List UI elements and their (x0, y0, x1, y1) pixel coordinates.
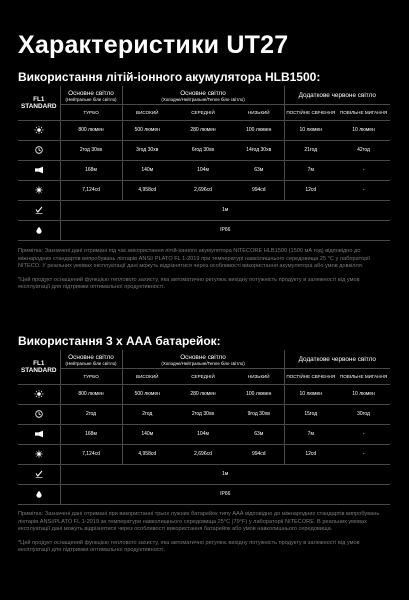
cell: 280 люмен (172, 120, 234, 140)
mode-header: ПОСТІЙНЕ СВІЧЕННЯ (284, 368, 337, 384)
runtime-icon (33, 146, 45, 154)
cell: 140м (122, 424, 172, 444)
cell: 994cd (234, 444, 284, 464)
cell: 2,696cd (172, 444, 234, 464)
cell: 800 люмен (60, 120, 122, 140)
table-row (18, 140, 390, 160)
cell: 6год 30хв (172, 140, 234, 160)
peak-intensity-icon (33, 450, 45, 458)
mode-header: СЕРЕДНІЙ (172, 104, 234, 120)
cell: - (337, 424, 390, 444)
cell: 2год (60, 404, 122, 424)
spec-table-liion (18, 86, 390, 241)
impact-resistance-icon (33, 470, 45, 478)
cell: 140м (122, 160, 172, 180)
cell: 9год 30хв (234, 404, 284, 424)
table-row (18, 180, 390, 200)
brightness-icon (33, 390, 45, 398)
mode-header: ПОВІЛЬНЕ МИГАННЯ (337, 368, 390, 384)
cell: 2,696cd (172, 180, 234, 200)
cell: 3год 30хв (122, 140, 172, 160)
section-title-liion: Використання літій-іонного акумулятора HLB1500: (18, 70, 321, 84)
waterproof-rating: IP66 (60, 220, 390, 240)
thermal-note-text: *Цей продукт оснащений функцією теплового захисту, яка автоматично регулює вихідну потужність продукту в залежності від умов експлуатації для підтримки оптимальної продуктивності. (18, 276, 360, 291)
table-row (18, 384, 390, 404)
cell: 12cd (284, 444, 337, 464)
cell: 12cd (284, 180, 337, 200)
table-row (18, 444, 390, 464)
cell: 104м (172, 160, 234, 180)
table-row (18, 464, 390, 484)
group-header-red: Додаткове червоне світло (284, 86, 390, 104)
mode-header: ПОВІЛЬНЕ МИГАННЯ (337, 104, 390, 120)
page-title: Характеристики UT27 (18, 31, 289, 59)
group-header-main-neutral: Основне світло (Нейтральне біле світло) (60, 86, 122, 104)
mode-header: НИЗЬКИЙ (234, 104, 284, 120)
fl1-standard-label: FL1 STANDARD (18, 86, 60, 120)
cell: - (337, 180, 390, 200)
table-row (18, 220, 390, 240)
cell: - (337, 444, 390, 464)
table-row (18, 200, 390, 220)
cell: 4,958cd (122, 444, 172, 464)
group-header-main-mixed: Основне світло (Холодне/Нейтральне/Тепле біле світло) (122, 86, 284, 104)
cell: 63м (234, 424, 284, 444)
cell: 7,124cd (60, 180, 122, 200)
beam-distance-icon (33, 166, 45, 174)
mode-header: ТУРБО (60, 104, 122, 120)
cell: 10 люмен (284, 120, 337, 140)
cell: 500 люмен (122, 384, 172, 404)
impact-resistance-value: 1м (60, 200, 390, 220)
peak-intensity-icon (33, 186, 45, 194)
waterproof-rating: IP66 (60, 484, 390, 504)
cell: 30год (337, 404, 390, 424)
cell: 2год 30хв (60, 140, 122, 160)
section-notes-aaa (18, 511, 390, 561)
waterproof-icon (33, 226, 45, 234)
cell: 994cd (234, 180, 284, 200)
cell: 100 люмен (234, 120, 284, 140)
cell: 4,958cd (122, 180, 172, 200)
note-text: Примітка: Зазначені дані отримані при використанні трьох лужних батарейок типу ААА відповідно до міжнародних стандартів випробувань ліхтарів ANSI/PLATO FL 1-2019 за температури навколишнього середовища 25°С (79°F) у лабораторії NITECORE. В реальних умовах експлуатації дані можуть відрізнятися через особливості використання батарейок або умов навколишнього середовища. (18, 511, 380, 533)
impact-resistance-value: 1м (60, 464, 390, 484)
group-header-main-mixed: Основне світло (Холодне/Нейтральне/Тепле біле світло) (122, 350, 284, 368)
cell: 2год 30хв (172, 404, 234, 424)
cell: 168м (60, 160, 122, 180)
cell: 7м (284, 424, 337, 444)
mode-header: ПОСТІЙНЕ СВІЧЕННЯ (284, 104, 337, 120)
cell: 800 люмен (60, 384, 122, 404)
cell: 100 люмен (234, 384, 284, 404)
cell: 10 люмен (284, 384, 337, 404)
fl1-standard-label: FL1 STANDARD (18, 350, 60, 384)
mode-header: НИЗЬКИЙ (234, 368, 284, 384)
note-text: Примітка: Зазначені дані отримані під час використання літій-іонного акумулятора NITECORE HLB1500 (1500 мА год) відповідно до міжнародних стандартів випробувань ліхтарів ANSI/ PLATO FL 1-2019 при температурі навколишнього середовища 25 °С у лабораторії NITECO. У реальних умовах експлуатації дані можуть відрізнятися через особливості використання акумулятора або умов довкілля. (18, 248, 371, 270)
group-header-red: Додаткове червоне світло (284, 350, 390, 368)
cell: 15год (284, 404, 337, 424)
mode-header: СЕРЕДНІЙ (172, 368, 234, 384)
mode-header: ТУРБО (60, 368, 122, 384)
section-notes-liion (18, 248, 390, 298)
brightness-icon (33, 126, 45, 134)
section-title-aaa: Використання 3 х ААА батарейок: (18, 334, 221, 348)
thermal-note-text: *Цей продукт оснащений функцією теплового захисту, яка автоматично регулює вихідну потужність продукту в залежності від умов експлуатації для підтримки оптимальної продуктивності. (18, 539, 360, 554)
cell: 10 люмен (337, 120, 390, 140)
cell: 42год (337, 140, 390, 160)
table-row (18, 404, 390, 424)
cell: 2год (122, 404, 172, 424)
group-header-main-neutral: Основне світло (Нейтральне біле світло) (60, 350, 122, 368)
cell: 7,124cd (60, 444, 122, 464)
cell: - (337, 160, 390, 180)
spec-table-aaa (18, 350, 390, 505)
table-row (18, 160, 390, 180)
cell: 63м (234, 160, 284, 180)
table-row (18, 120, 390, 140)
beam-distance-icon (33, 430, 45, 438)
cell: 280 люмен (172, 384, 234, 404)
cell: 21год (284, 140, 337, 160)
cell: 168м (60, 424, 122, 444)
runtime-icon (33, 410, 45, 418)
cell: 14год 30хв (234, 140, 284, 160)
mode-header: ВИСОКИЙ (122, 104, 172, 120)
table-row (18, 484, 390, 504)
impact-resistance-icon (33, 206, 45, 214)
table-row (18, 424, 390, 444)
waterproof-icon (33, 490, 45, 498)
cell: 10 люмен (337, 384, 390, 404)
mode-header: ВИСОКИЙ (122, 368, 172, 384)
cell: 104м (172, 424, 234, 444)
cell: 7м (284, 160, 337, 180)
cell: 500 люмен (122, 120, 172, 140)
